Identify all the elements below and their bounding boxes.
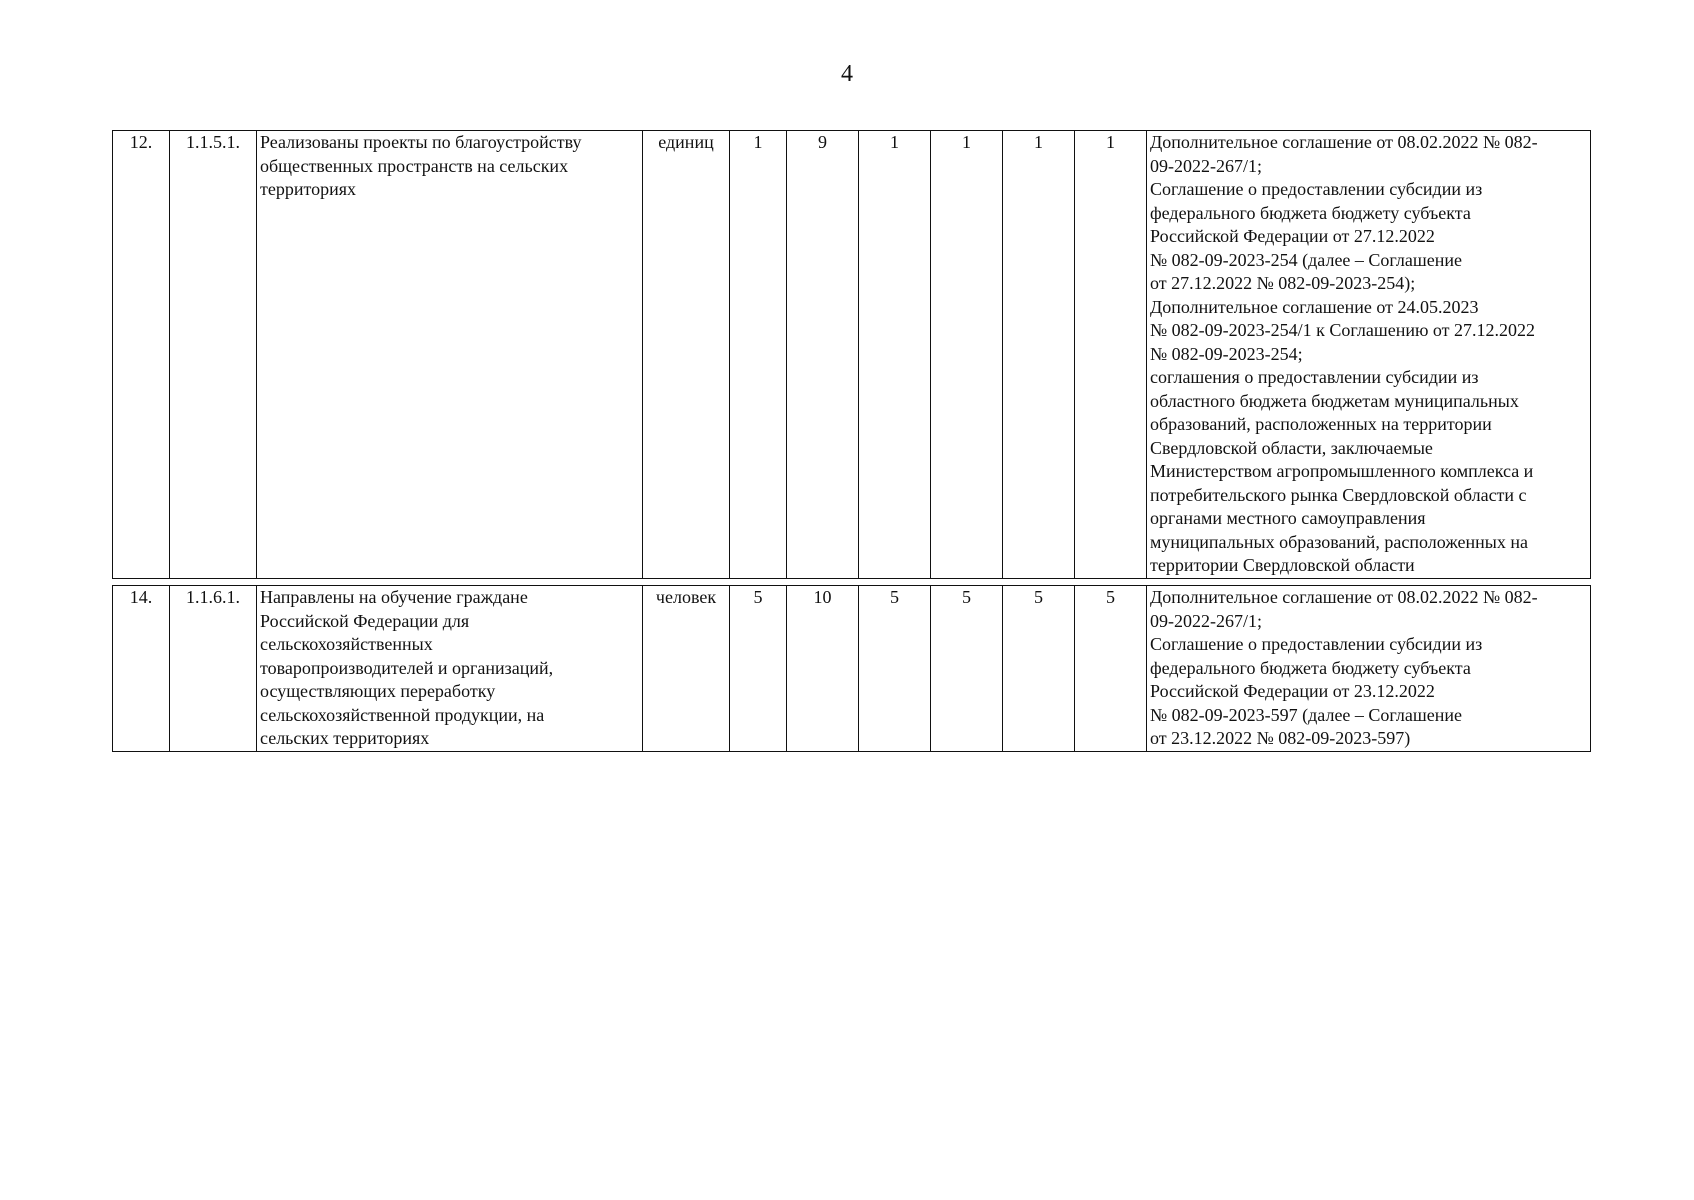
legal-basis-line: Соглашение о предоставлении субсидии из xyxy=(1150,179,1483,199)
legal-basis-line: соглашения о предоставлении субсидии из xyxy=(1150,367,1479,387)
legal-basis-line: Российской Федерации от 27.12.2022 xyxy=(1150,226,1435,246)
unit-of-measure: единиц xyxy=(643,131,730,579)
legal-basis-line: № 082-09-2023-254/1 к Соглашению от 27.12.2022 xyxy=(1150,320,1536,340)
legal-basis-line: 09-2022-267/1; xyxy=(1150,610,1262,631)
legal-basis-line: потребительского рынка Свердловской области с xyxy=(1150,484,1527,505)
value-cell: 5 xyxy=(859,586,931,752)
indicator-name-line: товаропроизводителей и организаций, xyxy=(260,657,554,678)
legal-basis-line: Министерством агропромышленного комплекса и xyxy=(1150,461,1534,481)
indicator-name xyxy=(257,131,643,579)
value-cell: 5 xyxy=(1003,586,1075,752)
legal-basis xyxy=(1147,131,1591,579)
indicator-table-row-12 xyxy=(112,130,1591,579)
legal-basis xyxy=(1147,586,1591,752)
legal-basis-line: территории Свердловской области xyxy=(1150,555,1415,575)
indicator-name-line: Направлены на обучение граждане xyxy=(260,587,528,607)
legal-basis-line: областного бюджета бюджетам муниципальных xyxy=(1150,390,1519,411)
table-row xyxy=(113,586,1591,752)
row-number: 12. xyxy=(113,131,170,579)
value-cell: 1 xyxy=(1003,131,1075,579)
legal-basis-line: муниципальных образований, расположенных на xyxy=(1150,531,1528,552)
indicator-name-line: сельскохозяйственных xyxy=(260,634,433,654)
legal-basis-line: федерального бюджета бюджету субъекта xyxy=(1150,202,1471,223)
legal-basis-line: № 082-09-2023-254; xyxy=(1150,343,1303,364)
page-number: 4 xyxy=(841,61,853,87)
value-cell: 5 xyxy=(730,586,787,752)
legal-basis-line: Дополнительное соглашение от 08.02.2022 № 082- xyxy=(1150,587,1538,607)
indicator-table-row-14 xyxy=(112,585,1591,752)
row-code: 1.1.6.1. xyxy=(170,586,257,752)
legal-basis-line: Свердловской области, заключаемые xyxy=(1150,437,1433,458)
legal-basis-line: № 082-09-2023-254 (далее – Соглашение xyxy=(1150,249,1462,270)
legal-basis-line: Российской Федерации от 23.12.2022 xyxy=(1150,681,1435,701)
row-number: 14. xyxy=(113,586,170,752)
value-cell: 1 xyxy=(859,131,931,579)
legal-basis-line: федерального бюджета бюджету субъекта xyxy=(1150,657,1471,678)
legal-basis-line: Соглашение о предоставлении субсидии из xyxy=(1150,634,1483,654)
legal-basis-line: от 27.12.2022 № 082-09-2023-254); xyxy=(1150,273,1416,293)
indicator-name-line: сельских территориях xyxy=(260,728,430,748)
legal-basis-line: Дополнительное соглашение от 24.05.2023 xyxy=(1150,296,1479,317)
indicator-name-line: сельскохозяйственной продукции, на xyxy=(260,704,545,725)
value-cell: 10 xyxy=(787,586,859,752)
indicator-name-line: Российской Федерации для xyxy=(260,610,470,631)
indicator-name-line: общественных пространств на сельских xyxy=(260,155,569,176)
value-cell: 5 xyxy=(931,586,1003,752)
legal-basis-line: образований, расположенных на территории xyxy=(1150,414,1492,434)
legal-basis-line: от 23.12.2022 № 082-09-2023-597) xyxy=(1150,728,1411,748)
value-cell: 1 xyxy=(730,131,787,579)
value-cell: 1 xyxy=(1075,131,1147,579)
row-code: 1.1.5.1. xyxy=(170,131,257,579)
indicator-name xyxy=(257,586,643,752)
indicator-name-line: территориях xyxy=(260,179,357,199)
indicator-name-line: Реализованы проекты по благоустройству xyxy=(260,132,582,152)
table-row xyxy=(113,131,1591,579)
value-cell: 5 xyxy=(1075,586,1147,752)
legal-basis-line: Дополнительное соглашение от 08.02.2022 № 082- xyxy=(1150,132,1538,152)
legal-basis-line: № 082-09-2023-597 (далее – Соглашение xyxy=(1150,704,1462,725)
value-cell: 9 xyxy=(787,131,859,579)
legal-basis-line: органами местного самоуправления xyxy=(1150,508,1426,528)
unit-of-measure: человек xyxy=(643,586,730,752)
value-cell: 1 xyxy=(931,131,1003,579)
indicator-name-line: осуществляющих переработку xyxy=(260,681,496,701)
legal-basis-line: 09-2022-267/1; xyxy=(1150,155,1262,176)
